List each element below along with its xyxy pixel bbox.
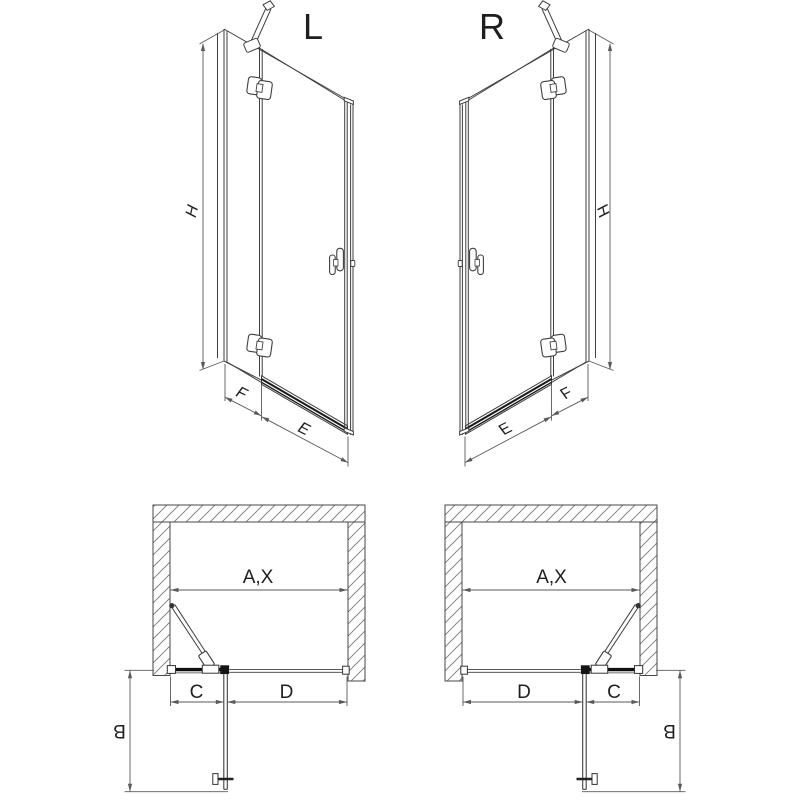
door-handle [330,248,344,274]
plan-fixed-dim-label-left: C [189,682,204,703]
height-dimension [200,30,226,371]
variant-label-left: L [302,6,324,47]
opening-dimension [171,588,348,592]
door-3d-linework-left [200,1,355,467]
bottom-hinge [246,334,272,358]
door-3d-linework-right [458,1,613,467]
door-dim-label-left: E [293,419,315,439]
open-door-plan [213,674,234,789]
opening-dim-label-right: A,X [536,567,567,588]
height-dim-label-right: H [593,201,613,221]
fixed-panel-plan [167,665,229,674]
fixed-dim-label-right: F [556,383,577,403]
support-bar [243,1,274,53]
support-bar-plan [169,603,215,669]
opening-dim-label-left: A,X [242,567,274,588]
variant-label-right: R [479,6,505,47]
threshold-plan [229,666,349,674]
plan-left-walls [153,505,365,681]
plan-door-dim-label-left: D [279,682,294,703]
top-hinge [246,76,272,100]
fixed-dim-label-left: F [231,383,252,403]
plan-fixed-dim-label-right: C [607,682,621,703]
depth-dim-label-right: B [663,719,676,741]
height-dim-label-left: H [182,201,202,221]
door-dim-label-right: E [495,419,516,439]
plan-right-walls [445,505,657,681]
door-stile [344,97,355,435]
depth-dim-label-left: B [113,719,126,741]
plan-door-dim-label-right: D [517,682,531,703]
